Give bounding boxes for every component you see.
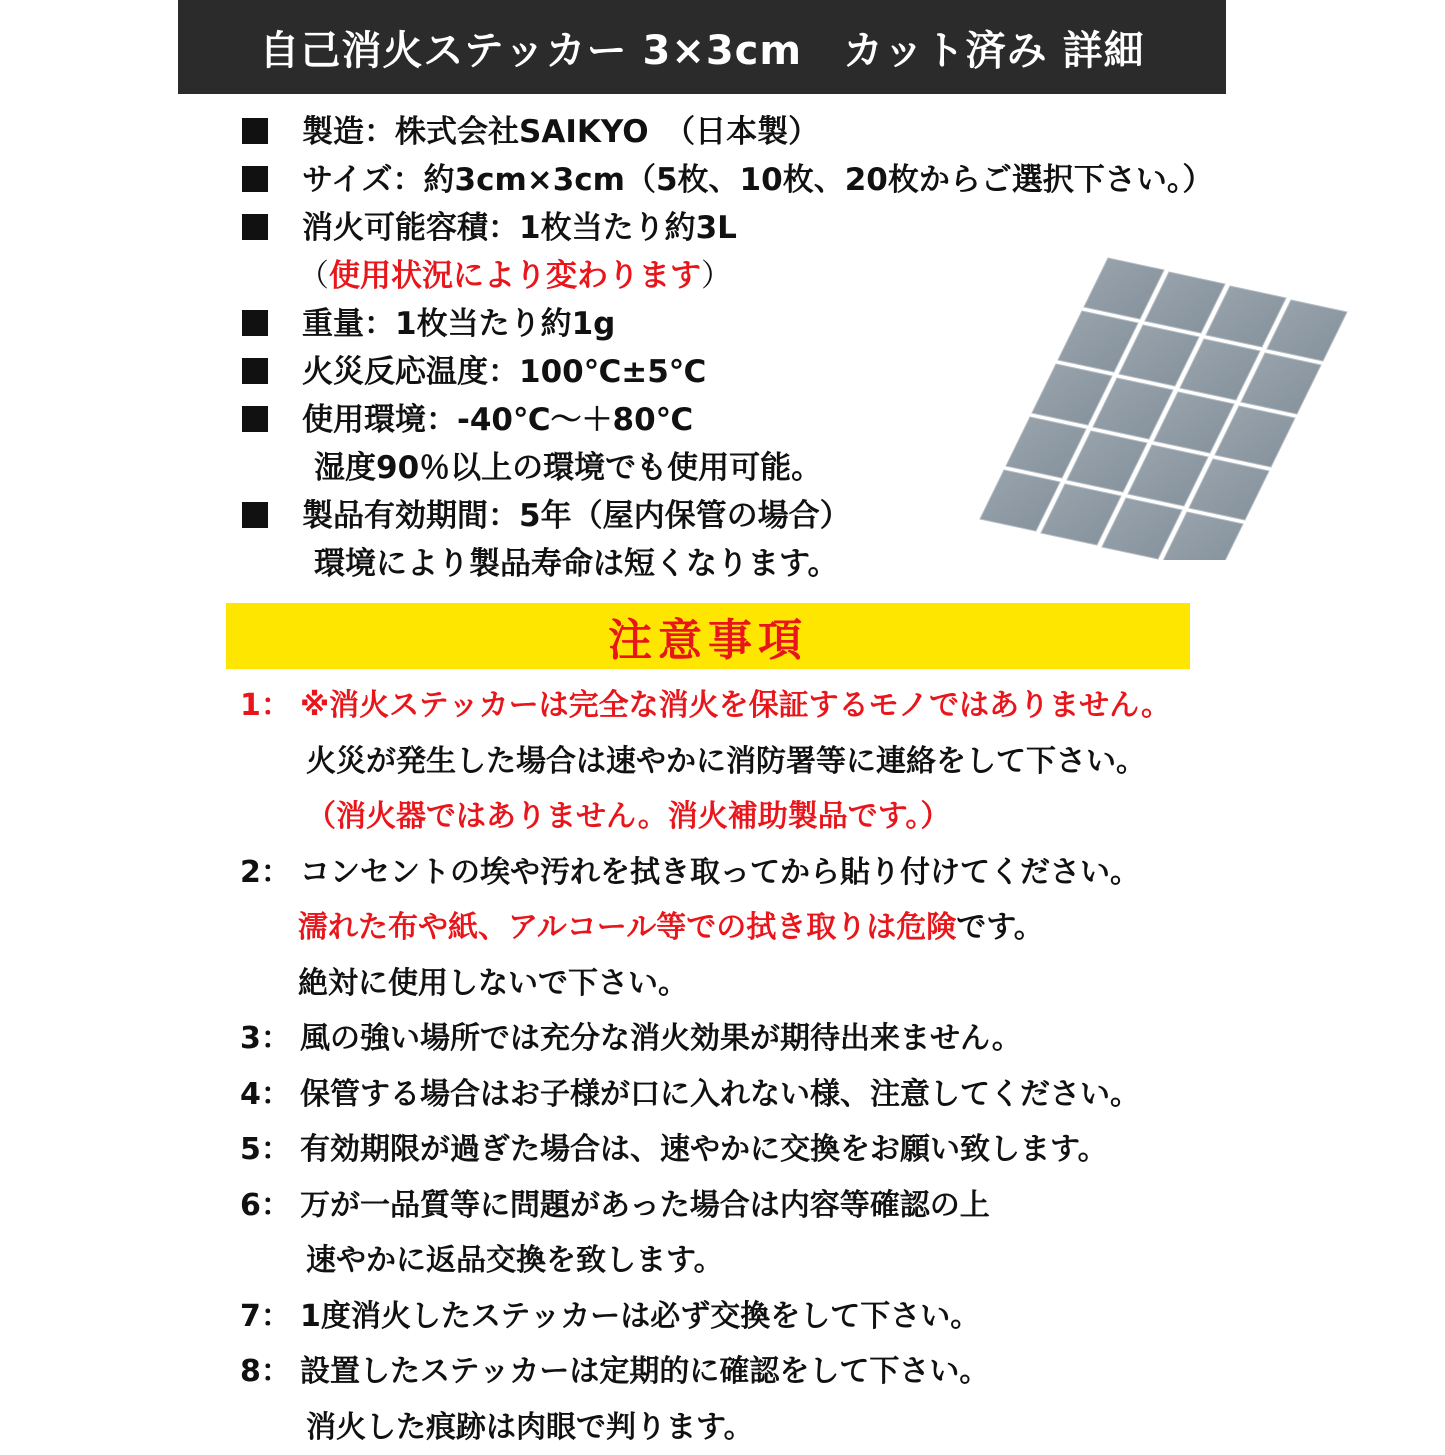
square-bullet-icon	[242, 502, 268, 528]
sticker-tiles	[980, 258, 1347, 560]
note-6: 6： 万が一品質等に問題があった場合は内容等確認の上	[240, 1178, 1390, 1234]
note-1-cont-1: 火災が発生した場合は速やかに消防署等に連絡をして下さい。	[240, 734, 1390, 790]
square-bullet-icon	[242, 406, 268, 432]
square-bullet-icon	[242, 118, 268, 144]
spec-capacity-note: （使用状況により変わります）	[242, 252, 1392, 300]
spec-shelf-life: 製品有効期間：5年（屋内保管の場合）	[242, 492, 1392, 540]
caution-banner	[226, 603, 1190, 669]
note-2-cont-1: 濡れた布や紙、アルコール等での拭き取りは危険です。	[240, 900, 1390, 956]
note-8: 8： 設置したステッカーは定期的に確認をして下さい。	[240, 1344, 1390, 1400]
square-bullet-icon	[242, 166, 268, 192]
spec-environment-note: 湿度90％以上の環境でも使用可能。	[242, 444, 1392, 492]
caution-title: 注意事項	[608, 604, 808, 668]
note-2: 2： コンセントの埃や汚れを拭き取ってから貼り付けてください。	[240, 845, 1390, 901]
caution-list	[240, 678, 1390, 1455]
spec-size: サイズ：約3cm×3cm（5枚、10枚、20枚からご選択下さい。）	[242, 156, 1392, 204]
note-4: 4： 保管する場合はお子様が口に入れない様、注意してください。	[240, 1067, 1390, 1123]
note-3: 3： 風の強い場所では充分な消火効果が期待出来ません。	[240, 1011, 1390, 1067]
note-5: 5： 有効期限が過ぎた場合は、速やかに交換をお願い致します。	[240, 1122, 1390, 1178]
spec-environment: 使用環境：-40℃～＋80℃	[242, 396, 1392, 444]
square-bullet-icon	[242, 214, 268, 240]
note-6-cont: 速やかに返品交換を致します。	[240, 1233, 1390, 1289]
note-7: 7： 1度消火したステッカーは必ず交換をして下さい。	[240, 1289, 1390, 1345]
spec-capacity: 消火可能容積：1枚当たり約3L	[242, 204, 1392, 252]
spec-weight: 重量：1枚当たり約1g	[242, 300, 1392, 348]
sticker-sheet-image	[968, 250, 1348, 560]
note-1-cont-2: （消火器ではありません。消火補助製品です。）	[240, 789, 1390, 845]
square-bullet-icon	[242, 310, 268, 336]
spec-maker: 製造：株式会社SAIKYO （日本製）	[242, 108, 1392, 156]
spec-reaction-temp: 火災反応温度：100℃±5℃	[242, 348, 1392, 396]
note-8-cont: 消火した痕跡は肉眼で判ります。	[240, 1400, 1390, 1455]
spec-shelf-life-note: 環境により製品寿命は短くなります。	[242, 540, 1392, 588]
page-title: 自己消火ステッカー 3×3cm カット済み 詳細	[259, 19, 1144, 76]
square-bullet-icon	[242, 358, 268, 384]
title-banner	[178, 0, 1226, 94]
note-2-cont-2: 絶対に使用しないで下さい。	[240, 956, 1390, 1012]
note-1: 1： ※消火ステッカーは完全な消火を保証するモノではありません。	[240, 678, 1390, 734]
